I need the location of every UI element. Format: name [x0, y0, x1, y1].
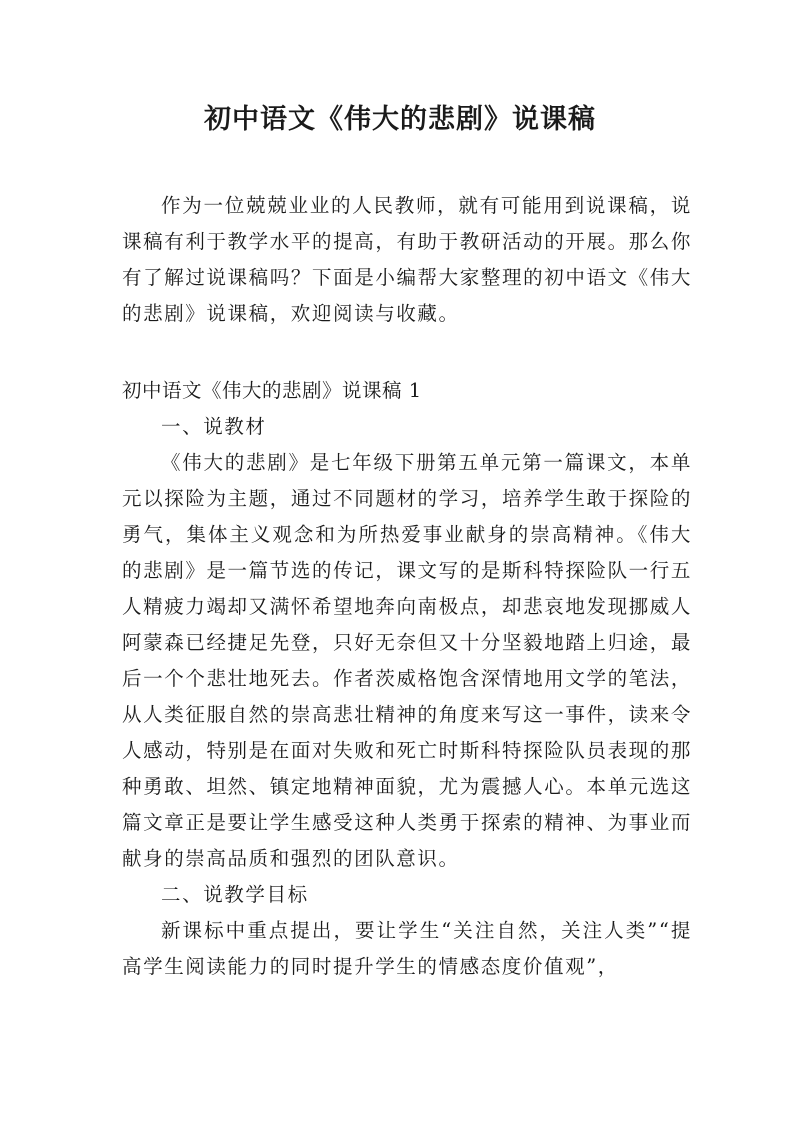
- intro-paragraph: 作为一位兢兢业业的人民教师，就有可能用到说课稿，说课稿有利于教学水平的提高，有助于教研活动的开展。那么你有了解过说课稿吗？下面是小编帮大家整理的初中语文《伟大的悲剧》说课稿，欢迎阅读与收藏。: [122, 194, 692, 325]
- article-body: [122, 373, 692, 985]
- section-paragraph-teaching-goals: 新课标中重点提出，要让学生“关注自然，关注人类”“提高学生阅读能力的同时提升学生的情感态度价值观”，: [122, 919, 692, 978]
- document-title: 初中语文《伟大的悲剧》说课稿: [204, 104, 596, 135]
- section-heading-teaching-goals: 二、说教学目标: [161, 883, 309, 906]
- article-heading: 初中语文《伟大的悲剧》说课稿 1: [122, 379, 422, 402]
- section-heading-teaching-material: 一、说教材: [161, 415, 267, 438]
- section-paragraph-teaching-material: 《伟大的悲剧》是七年级下册第五单元第一篇课文，本单元以探险为主题，通过不同题材的学习，培养学生敢于探险的勇气，集体主义观念和为所热爱事业献身的崇高精神。《伟大的悲剧》是一篇节选的传记，课文写的是斯科特探险队一行五人精疲力竭却又满怀希望地奔向南极点，却悲哀地发现挪威人阿蒙森已经捷足先登，只好无奈但又十分坚毅地踏上归途，最后一个个悲壮地死去。作者茨威格饱含深情地用文学的笔法，从人类征服自然的崇高悲壮精神的角度来写这一事件，读来令人感动，特别是在面对失败和死亡时斯科特探险队员表现的那种勇敢、坦然、镇定地精神面貌，尤为震撼人心。本单元选这篇文章正是要让学生感受这种人类勇于探索的精神、为事业而献身的崇高品质和强烈的团队意识。: [122, 451, 692, 870]
